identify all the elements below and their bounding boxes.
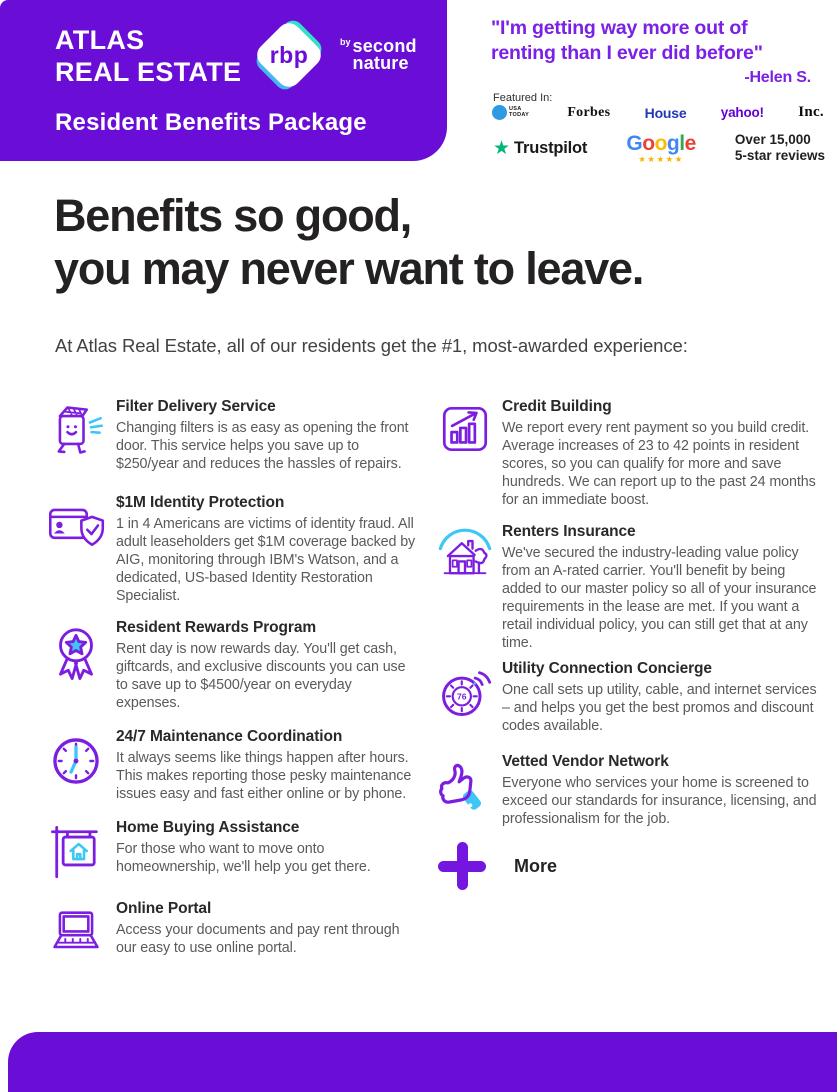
byline-by: by (340, 37, 351, 47)
reviews-count (735, 132, 825, 164)
footer-bar (8, 1032, 837, 1092)
identity-protection-icon (36, 494, 116, 556)
benefit-renters-insurance (428, 523, 824, 652)
benefit-title: Resident Rewards Program (116, 619, 317, 636)
rbp-logo-text: rbp (269, 41, 309, 68)
quote-attribution: -Helen S. (744, 68, 811, 86)
benefit-body: Changing filters is as easy as opening the front door. This service helps you save up to $250/year and reduces the hassles of repairs. (116, 420, 409, 472)
subheadline: At Atlas Real Estate, all of our residents get the #1, most-awarded experience: (55, 335, 688, 356)
package-title: Resident Benefits Package (55, 109, 367, 136)
forbes-logo: Forbes (567, 104, 611, 120)
brand-name (55, 25, 241, 88)
trustpilot-logo (493, 139, 587, 158)
benefit-body: One call sets up utility, cable, and internet services – and helps you get the best promos and discount codes available. (502, 682, 817, 734)
plus-icon (438, 842, 486, 890)
brand-line1: ATLAS (55, 25, 145, 55)
yahoo-logo: yahoo! (720, 105, 764, 120)
utility-dial-icon (428, 660, 502, 722)
second-nature-line2: nature (352, 52, 409, 73)
benefits-column-right (428, 398, 824, 890)
featured-in-label: Featured In: (493, 92, 553, 104)
benefit-body: We've secured the industry-leading value policy from an A-rated carrier. You'll benefit by being added to our master policy so all of your insurance requirements in the lease are met. If you want a retail individual policy, you can still get that at any time. (502, 545, 817, 651)
benefit-title: Online Portal (116, 900, 212, 917)
award-ribbon-icon (36, 619, 116, 683)
benefit-title: Vetted Vendor Network (502, 753, 669, 770)
credit-chart-icon (428, 398, 502, 458)
usa-today-circle-icon (492, 105, 507, 120)
clock-icon (36, 728, 116, 792)
benefit-title: Home Buying Assistance (116, 819, 300, 836)
google-stars-icon: ★★★★★ (638, 153, 684, 164)
benefit-maintenance (36, 728, 418, 803)
rbp-logo (252, 18, 326, 92)
second-nature-line1: second (352, 36, 417, 56)
benefit-body: It always seems like things happen after hours. This makes reporting those pesky maintenance issues easy and fast either online or by phone. (116, 750, 412, 802)
second-nature-logo (340, 38, 417, 73)
inc-logo: Inc. (798, 104, 824, 120)
benefit-home-buying (36, 819, 418, 881)
benefit-filter-delivery (36, 398, 418, 473)
usa-today-text: USA TODAY (509, 105, 530, 118)
trustpilot-text: Trustpilot (514, 138, 588, 157)
headline-line1: Benefits so good, (54, 190, 412, 241)
benefit-utility-concierge (428, 660, 824, 735)
google-wordmark: Google (626, 131, 696, 155)
benefit-body: 1 in 4 Americans are victims of identity fraud. All adult leaseholders get $1M coverage backed by AIG, monitoring through IBM's Watson, and a dedicated, US-based Identity Restoration Specialist. (116, 516, 416, 604)
review-badges-row (493, 132, 825, 164)
benefit-resident-rewards (36, 619, 418, 712)
benefit-title: Utility Connection Concierge (502, 660, 712, 677)
laptop-icon (36, 900, 116, 962)
benefit-title: Filter Delivery Service (116, 398, 276, 415)
benefit-body: Access your documents and pay rent through our easy to use online portal. (116, 922, 400, 956)
trustpilot-star-icon: ★ (493, 137, 511, 159)
house-beautiful-logo: House (644, 104, 687, 121)
benefit-title: 24/7 Maintenance Coordination (116, 728, 343, 745)
insured-house-icon (428, 523, 502, 585)
google-reviews-logo (626, 133, 695, 164)
benefit-body: Everyone who services your home is screened to exceed our standards for insurance, licensing, and professionalism for the job. (502, 775, 817, 827)
benefit-online-portal (36, 900, 418, 962)
page-title (54, 190, 643, 295)
testimonial-quote (491, 16, 827, 88)
reviews-line2: 5-star reviews (734, 148, 825, 164)
usa-today-logo (492, 105, 533, 120)
header-banner (0, 0, 447, 161)
benefit-title: Credit Building (502, 398, 612, 415)
quote-line2: renting than I ever did before" (491, 41, 763, 64)
svg-text:76: 76 (457, 691, 467, 702)
press-logo-row (492, 104, 824, 121)
benefit-credit-building (428, 398, 824, 509)
more-benefits (428, 842, 824, 890)
reviews-line1: Over 15,000 (734, 132, 811, 147)
benefit-title: Renters Insurance (502, 523, 636, 540)
more-label: More (514, 855, 558, 876)
headline-line2: you may never want to leave. (54, 242, 644, 294)
filter-delivery-icon (36, 398, 116, 460)
benefits-column-left (36, 398, 418, 962)
brand-line2: REAL ESTATE (55, 56, 242, 87)
benefit-vetted-vendors (428, 753, 824, 828)
benefit-title: $1M Identity Protection (116, 494, 285, 511)
benefit-body: We report every rent payment so you build credit. Average increases of 23 to 42 points in resident scores, so you can qualify for more and save hundreds. We can report up to the past 24 months for an immediate boost. (502, 420, 816, 508)
thumbs-up-icon (428, 753, 502, 815)
benefit-body: For those who want to move onto homeownership, we'll help you get there. (116, 841, 371, 875)
quote-line1: "I'm getting way more out of (491, 17, 748, 39)
benefit-identity-protection (36, 494, 418, 605)
house-sign-icon (36, 819, 116, 881)
benefit-body: Rent day is now rewards day. You'll get cash, giftcards, and exclusive discounts you can use to save up to $4500/year on everyday expenses. (116, 641, 406, 711)
